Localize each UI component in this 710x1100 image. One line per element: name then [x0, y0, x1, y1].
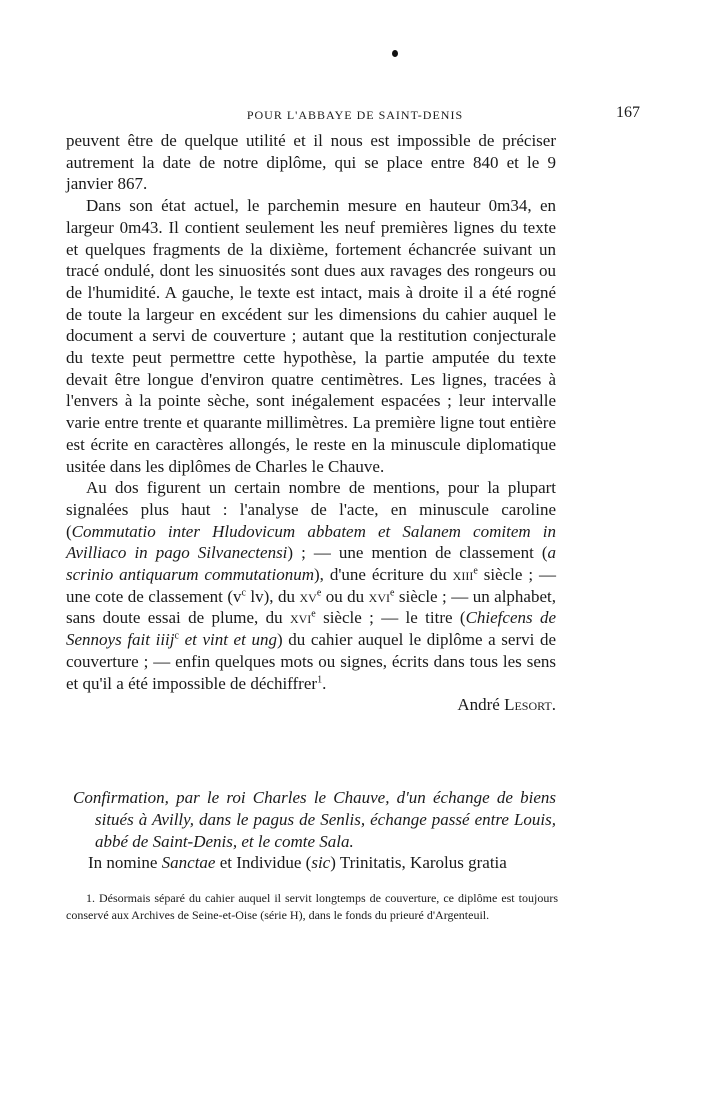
footnote-text	[66, 890, 558, 924]
italic-run: sic	[311, 853, 331, 872]
body-text	[66, 130, 556, 716]
text-run: siècle ; — une cote de classement (v	[66, 565, 556, 606]
italic-run: Sanctae	[161, 853, 216, 872]
italic-run: Commutatio inter Hludovicum abbatem et Salanem comitem in Avilliaco in pago Silvanectensi	[66, 521, 556, 563]
page-number: 167	[616, 104, 640, 121]
text-run: ) ; — une mention de classement (	[287, 543, 548, 563]
text-run: Au dos figurent un certain nombre de mentions, pour la plupart signalées plus haut : l'analyse de l'acte, en minuscule caroline (	[66, 478, 556, 541]
text-run: lv), du	[245, 586, 300, 606]
text-run: siècle ; — le titre (	[315, 608, 466, 628]
roman-numeral: xv	[299, 586, 317, 606]
superscript: e	[473, 565, 478, 577]
act-heading-text: Confirmation, par le roi Charles le Chauve, d'un échange de biens situés à Avilly, dans le pagus de Senlis, échange passé entre Louis, abbé de Saint-Denis, et le comte Sala.	[73, 788, 556, 851]
act-opening	[66, 852, 556, 874]
footnote	[66, 890, 558, 924]
text-run: et Individue (	[215, 853, 312, 872]
superscript: c	[241, 587, 246, 599]
text-run: ), d'une écriture du	[313, 565, 453, 585]
superscript: e	[389, 587, 395, 599]
text-run: ) Trinitatis, Karolus gratia	[330, 853, 507, 872]
superscript: e	[316, 587, 322, 599]
superscript: e	[311, 608, 316, 620]
text-run: In nomine	[88, 853, 162, 872]
text-run: ou du	[321, 586, 369, 606]
paragraph-2: Dans son état actuel, le parchemin mesure en hauteur 0m34, en largeur 0m43. Il contient seulement les neuf premières lignes du texte et quelques fragments de la dixième, fortement échancrée suivant un tracé ondulé, dont les sinuosités sont dues aux ravages des rongeurs ou de l'humidité. A gauche, le texte est intact, mais à droite il a été rogné de toute la largeur en excédent sur les dimensions du cahier auquel le document a servi de couverture ; autant que la restitution conjecturale du texte peut permettre cette hypothèse, la partie amputée du texte devait être longue d'environ quatre centimètres. Les lignes, tracées à l'envers à la pointe sèche, sont inégalement espacées ; leur intervalle varie entre trente et quarante millimètres. La première ligne tout entière est écrite en caractères allongés, le reste en la minuscule diplomatique usitée dans les diplômes de Charles le Chauve.	[66, 196, 556, 476]
ink-dot	[392, 50, 398, 57]
italic-run: a scrinio antiquarum commutationum	[66, 543, 557, 585]
signature-last-name: Lesort.	[504, 695, 556, 715]
italic-run: et vint et ung	[178, 630, 277, 650]
act-heading	[73, 787, 556, 853]
running-title: POUR L'ABBAYE DE SAINT-DENIS	[246, 108, 464, 122]
footnote-body: Désormais séparé du cahier auquel il servit longtemps de couverture, ce diplôme est toujours conservé aux Archives de Seine-et-Oise (série H), dans le fonds du prieuré d'Argenteuil.	[66, 891, 558, 922]
footnote-ref: 1	[317, 673, 323, 685]
signature	[66, 694, 556, 716]
footnote-number: 1.	[86, 891, 95, 905]
signature-first-name: André	[457, 695, 505, 715]
roman-numeral: xvi	[368, 586, 390, 606]
superscript: c	[174, 630, 179, 642]
paragraph-1: peuvent être de quelque utilité et il nous est impossible de préciser autrement la date de notre diplôme, qui se place entre 840 et le 9 janvier 867.	[66, 131, 556, 194]
text-run: siècle ; — un alphabet, sans doute essai de plume, du	[66, 586, 556, 628]
text-run: ) du cahier auquel le diplôme a servi de couverture ; — enfin quelques mots ou signes, écrits dans tous les sens et qu'il a été impossible de déchiffrer	[66, 630, 556, 693]
paragraph-3	[66, 477, 556, 694]
text-run: .	[322, 673, 327, 693]
italic-run: Chiefcens de Sennoys fait iiij	[66, 608, 556, 650]
roman-numeral: xvi	[289, 608, 312, 628]
running-head	[70, 104, 640, 128]
roman-numeral: xiii	[452, 565, 474, 585]
